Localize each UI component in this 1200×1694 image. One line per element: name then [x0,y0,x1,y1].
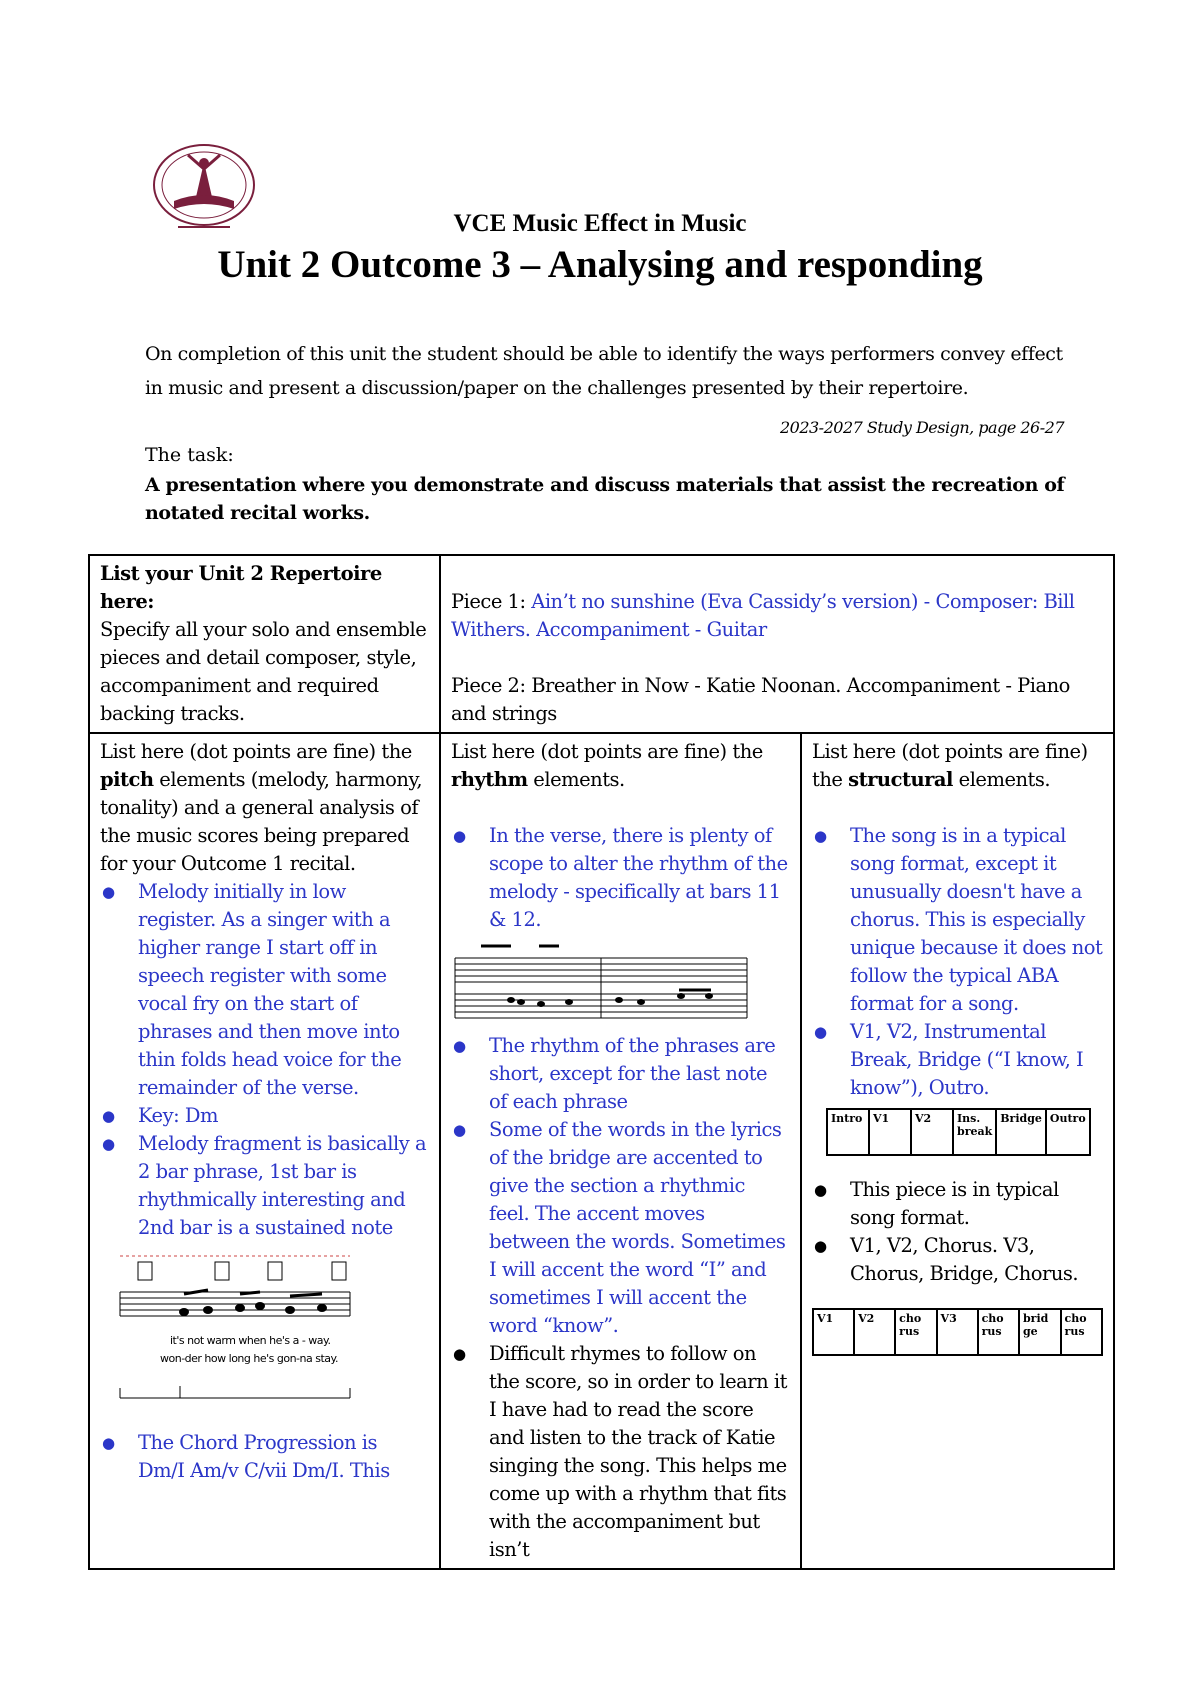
table-cell: cho rus [978,1309,1019,1355]
repertoire-instructions: Specify all your solo and ensemble pieces and detail composer, style, accompaniment and required backing tracks. [100,618,427,725]
svg-text:it's not warm when he's: it's not warm when he's a - way. [170,1334,331,1347]
list-item: ● This piece is in typical song format. [814,1178,1059,1229]
structure-table-piece-1 [826,1108,1091,1156]
pitch-prompt: List here (dot points are fine) the pitch elements (melody, harmony, tonality) and a general analysis of the music scores being prepared for your Outcome 1 recital. [100,740,423,875]
task-description: A presentation where you demonstrate and discuss materials that assist the recreation of notated recital works. [145,474,1065,524]
table-cell: V3 [937,1309,978,1355]
piece-2: Piece 2: Breather in Now - Katie Noonan. Accompaniment - Piano and strings [451,674,1070,725]
table-cell: Bridge [996,1109,1046,1155]
table-cell: Ins. break [953,1109,996,1155]
list-item: ● Some of the words in the lyrics of the bridge are accented to give the section a rhythmic feel. The accent moves between the words. Sometimes I will accent the word “I” and sometimes I will accent the word “know”. [453,1118,786,1337]
table-cell: V1 [813,1309,854,1355]
document-title: Unit 2 Outcome 3 – Analysing and responding [217,243,983,286]
rhythm-cell [440,733,801,1569]
rhythm-score-excerpt [451,940,751,1026]
table-cell: Outro [1046,1109,1090,1155]
list-item: ● Key: Dm [102,1104,218,1127]
analysis-table [88,554,1115,1570]
table-cell: cho rus [1061,1309,1102,1355]
table-cell: brid ge [1019,1309,1061,1355]
piece-1: Piece 1: Ain’t no sunshine (Eva Cassidy’s version) - Composer: Bill Withers. Accompaniment - Guitar [451,590,1075,641]
pitch-cell [89,733,440,1569]
list-item: ● The song is in a typical song format, except it unusually doesn't have a chorus. This is especially unique because it does not follow the typical ABA format for a song. [814,824,1103,1015]
repertoire-prompt-cell [89,555,440,733]
document-subtitle: VCE Music Effect in Music [453,210,747,237]
repertoire-heading: List your Unit 2 Repertoire here: [100,562,382,613]
intro-paragraph: On completion of this unit the student should be able to identify the ways performers convey effect in music and present a discussion/paper on the challenges presented by their repertoire. [145,343,1063,399]
list-item: ● The Chord Progression is Dm/I Am/v C/vii Dm/I. This [102,1431,390,1482]
list-item: ● V1, V2, Chorus. V3, Chorus, Bridge, Chorus. [814,1234,1079,1285]
list-item: ● Melody initially in low register. As a singer with a higher range I start off in speech register with some vocal fry on the start of phrases and then move into thin folds head voice for the remainder of the verse. [102,880,402,1099]
table-cell: cho rus [895,1309,936,1355]
structure-cell [801,733,1114,1569]
task-label: The task: [145,444,234,466]
list-item: ● V1, V2, Instrumental Break, Bridge (“I know, I know”), Outro. [814,1020,1084,1099]
svg-text:won-der how long he's gon-n: won-der how long he's gon-na stay. [160,1352,338,1365]
list-item: ● The rhythm of the phrases are short, except for the last note of each phrase [453,1034,776,1113]
table-cell: V2 [854,1309,895,1355]
list-item: ● Difficult rhymes to follow on the score, so in order to learn it I have had to read the score and listen to the track of Katie singing the song. This helps me come up with a rhythm that fits with the accompaniment but isn’t [453,1342,787,1561]
table-cell: Intro [827,1109,869,1155]
study-design-reference: 2023-2027 Study Design, page 26-27 [779,418,1064,437]
table-cell: V2 [911,1109,953,1155]
list-item: ● Melody fragment is basically a 2 bar phrase, 1st bar is rhythmically interesting and 2nd bar is a sustained note [102,1132,427,1239]
structure-prompt: List here (dot points are fine) the structural elements. [812,740,1088,791]
list-item: ● In the verse, there is plenty of scope to alter the rhythm of the melody - specifically at bars 11 & 12. [453,824,788,931]
table-cell: V1 [869,1109,911,1155]
melody-score-excerpt [100,1248,355,1423]
repertoire-answer-cell [440,555,1114,733]
rhythm-prompt: List here (dot points are fine) the rhythm elements. [451,740,763,791]
structure-table-piece-2 [812,1308,1103,1356]
